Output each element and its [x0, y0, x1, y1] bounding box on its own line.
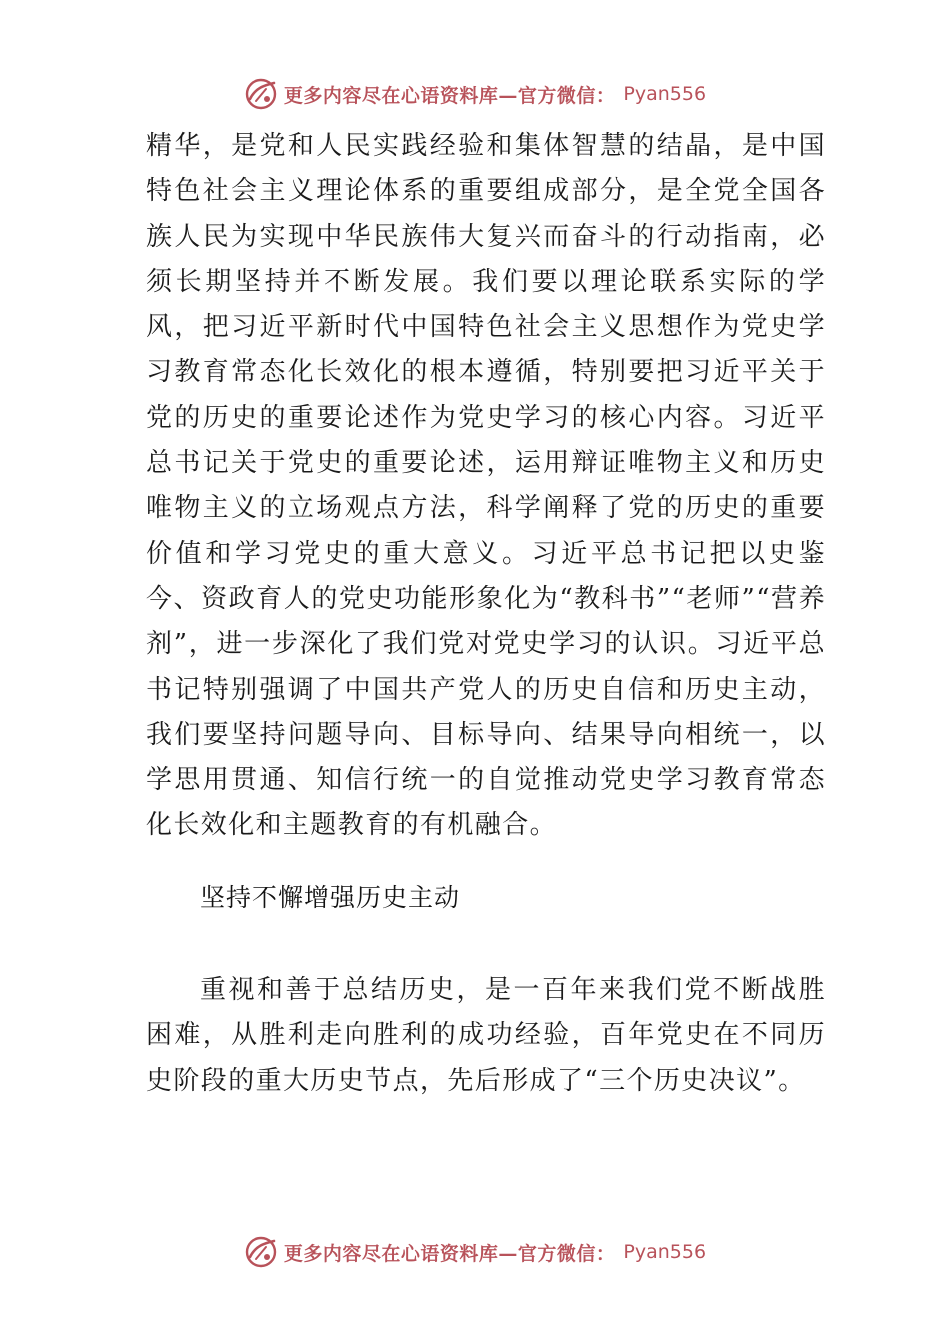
footer-wechat-id: Pyan556: [623, 1241, 707, 1263]
brand-logo-icon: [244, 77, 278, 111]
footer-banner: [0, 1232, 950, 1272]
header-wechat-id: Pyan556: [623, 83, 707, 105]
brand-logo-icon: [244, 1235, 278, 1269]
header-banner: [0, 74, 950, 114]
footer-banner-text: 更多内容尽在心语资料库—官方微信：: [283, 1242, 616, 1265]
paragraph-1: 精华，是党和人民实践经验和集体智慧的结晶，是中国特色社会主义理论体系的重要组成部分，是全党全国各族人民为实现中华民族伟大复兴而奋斗的行动指南，必须长期坚持并不断发展。我们要以理论联系实际的学风，把习近平新时代中国特色社会主义思想作为党史学习教育常态化长效化的根本遵循，特别要把习近平关于党的历史的重要论述作为党史学习的核心内容。习近平总书记关于党史的重要论述，运用辩证唯物主义和历史唯物主义的立场观点方法，科学阐释了党的历史的重要价值和学习党史的重大意义。习近平总书记把以史鉴今、资政育人的党史功能形象化为“教科书”“老师”“营养剂”，进一步深化了我们党对党史学习的认识。习近平总书记特别强调了中国共产党人的历史自信和历史主动，我们要坚持问题导向、目标导向、结果导向相统一，以学思用贯通、知信行统一的自觉推动党史学习教育常态化长效化和主题教育的有机融合。: [146, 131, 826, 841]
header-banner-text: 更多内容尽在心语资料库—官方微信：: [283, 84, 616, 107]
body-content: [146, 124, 826, 849]
section-heading: 坚持不懈增强历史主动: [200, 883, 461, 912]
paragraph-2: 重视和善于总结历史，是一百年来我们党不断战胜困难，从胜利走向胜利的成功经验，百年党史在不同历史阶段的重大历史节点，先后形成了“三个历史决议”。: [146, 975, 826, 1096]
